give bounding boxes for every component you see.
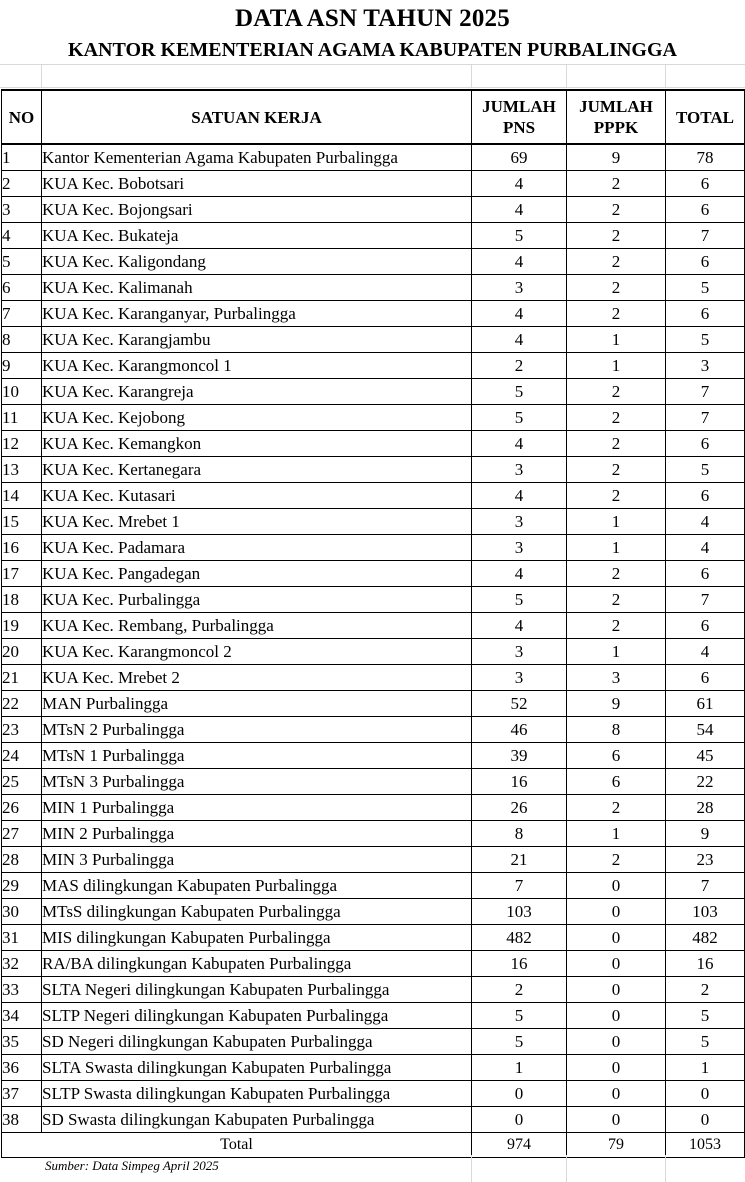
row-pppk-count: 2 (567, 847, 666, 873)
row-pppk-count: 2 (567, 249, 666, 275)
table-row (2, 1003, 745, 1029)
row-number: 38 (2, 1107, 42, 1133)
row-total-count: 6 (666, 613, 745, 639)
row-number: 16 (2, 535, 42, 561)
row-pppk-count: 0 (567, 951, 666, 977)
row-pns-count: 103 (472, 899, 567, 925)
table-row (2, 665, 745, 691)
row-pppk-count: 1 (567, 353, 666, 379)
grid-line (0, 87, 745, 88)
table-row (2, 743, 745, 769)
page-subtitle: KANTOR KEMENTERIAN AGAMA KABUPATEN PURBALINGGA (68, 39, 677, 61)
table-row (2, 249, 745, 275)
row-number: 1 (2, 144, 42, 171)
row-number: 5 (2, 249, 42, 275)
row-pppk-count: 0 (567, 1029, 666, 1055)
table-row (2, 275, 745, 301)
row-unit-name: SLTP Swasta dilingkungan Kabupaten Purbalingga (42, 1081, 472, 1107)
row-pppk-count: 2 (567, 171, 666, 197)
row-unit-name: KUA Kec. Karangmoncol 2 (42, 639, 472, 665)
table-row (2, 587, 745, 613)
row-unit-name: KUA Kec. Mrebet 2 (42, 665, 472, 691)
grid-line (665, 64, 666, 88)
row-pns-count: 0 (472, 1081, 567, 1107)
row-unit-name: RA/BA dilingkungan Kabupaten Purbalingga (42, 951, 472, 977)
table-header-row (2, 90, 745, 144)
table-row (2, 509, 745, 535)
row-pppk-count: 0 (567, 1055, 666, 1081)
row-unit-name: MTsS dilingkungan Kabupaten Purbalingga (42, 899, 472, 925)
row-unit-name: KUA Kec. Pangadegan (42, 561, 472, 587)
row-number: 8 (2, 327, 42, 353)
total-label: Total (2, 1133, 472, 1158)
row-number: 32 (2, 951, 42, 977)
row-pns-count: 3 (472, 275, 567, 301)
row-pppk-count: 2 (567, 587, 666, 613)
row-total-count: 6 (666, 301, 745, 327)
row-unit-name: SLTA Negeri dilingkungan Kabupaten Purbalingga (42, 977, 472, 1003)
table-row (2, 301, 745, 327)
row-pppk-count: 2 (567, 301, 666, 327)
table-row (2, 144, 745, 171)
row-pppk-count: 0 (567, 925, 666, 951)
row-pns-count: 4 (472, 171, 567, 197)
table-row (2, 613, 745, 639)
row-number: 22 (2, 691, 42, 717)
row-unit-name: KUA Kec. Purbalingga (42, 587, 472, 613)
row-number: 34 (2, 1003, 42, 1029)
row-unit-name: MAN Purbalingga (42, 691, 472, 717)
row-total-count: 54 (666, 717, 745, 743)
row-number: 35 (2, 1029, 42, 1055)
row-unit-name: MTsN 1 Purbalingga (42, 743, 472, 769)
row-number: 4 (2, 223, 42, 249)
row-pppk-count: 2 (567, 613, 666, 639)
row-pns-count: 4 (472, 431, 567, 457)
table-row (2, 1055, 745, 1081)
total-all: 1053 (666, 1133, 745, 1158)
table-row (2, 1107, 745, 1133)
column-header-pppk-line2: PPPK (593, 118, 639, 137)
row-pns-count: 3 (472, 535, 567, 561)
row-pppk-count: 0 (567, 1107, 666, 1133)
table-row (2, 171, 745, 197)
row-number: 33 (2, 977, 42, 1003)
total-pppk: 79 (567, 1133, 666, 1158)
row-total-count: 103 (666, 899, 745, 925)
row-pns-count: 16 (472, 951, 567, 977)
row-pppk-count: 2 (567, 275, 666, 301)
row-total-count: 7 (666, 587, 745, 613)
row-number: 37 (2, 1081, 42, 1107)
row-total-count: 4 (666, 639, 745, 665)
row-pns-count: 39 (472, 743, 567, 769)
row-unit-name: MAS dilingkungan Kabupaten Purbalingga (42, 873, 472, 899)
row-unit-name: KUA Kec. Kaligondang (42, 249, 472, 275)
table-row (2, 717, 745, 743)
row-pppk-count: 1 (567, 535, 666, 561)
row-number: 17 (2, 561, 42, 587)
row-pns-count: 5 (472, 1003, 567, 1029)
row-pppk-count: 1 (567, 327, 666, 353)
row-unit-name: KUA Kec. Kejobong (42, 405, 472, 431)
row-pppk-count: 1 (567, 639, 666, 665)
row-pns-count: 69 (472, 144, 567, 171)
row-total-count: 45 (666, 743, 745, 769)
row-unit-name: KUA Kec. Kalimanah (42, 275, 472, 301)
row-total-count: 9 (666, 821, 745, 847)
row-pns-count: 26 (472, 795, 567, 821)
row-pns-count: 3 (472, 665, 567, 691)
column-header-pns-line1: JUMLAH (482, 97, 556, 116)
row-number: 13 (2, 457, 42, 483)
row-pppk-count: 0 (567, 1081, 666, 1107)
table-row (2, 899, 745, 925)
row-unit-name: KUA Kec. Karangjambu (42, 327, 472, 353)
row-unit-name: SLTP Negeri dilingkungan Kabupaten Purbalingga (42, 1003, 472, 1029)
row-number: 12 (2, 431, 42, 457)
row-total-count: 6 (666, 665, 745, 691)
row-pns-count: 4 (472, 301, 567, 327)
row-unit-name: KUA Kec. Bojongsari (42, 197, 472, 223)
row-unit-name: MTsN 2 Purbalingga (42, 717, 472, 743)
row-pns-count: 3 (472, 639, 567, 665)
column-header-pns-line2: PNS (502, 118, 536, 137)
asn-data-table (1, 89, 745, 1158)
row-pns-count: 46 (472, 717, 567, 743)
row-pns-count: 5 (472, 587, 567, 613)
row-pppk-count: 6 (567, 743, 666, 769)
row-pppk-count: 1 (567, 509, 666, 535)
row-number: 6 (2, 275, 42, 301)
row-total-count: 6 (666, 171, 745, 197)
table-row (2, 405, 745, 431)
row-total-count: 6 (666, 249, 745, 275)
row-unit-name: KUA Kec. Padamara (42, 535, 472, 561)
column-header-unit: SATUAN KERJA (42, 90, 472, 144)
row-total-count: 1 (666, 1055, 745, 1081)
table-row (2, 925, 745, 951)
row-pppk-count: 1 (567, 821, 666, 847)
row-unit-name: KUA Kec. Rembang, Purbalingga (42, 613, 472, 639)
page-title: DATA ASN TAHUN 2025 (235, 5, 510, 32)
row-pppk-count: 6 (567, 769, 666, 795)
total-pns: 974 (472, 1133, 567, 1158)
row-unit-name: MIS dilingkungan Kabupaten Purbalingga (42, 925, 472, 951)
row-number: 14 (2, 483, 42, 509)
table-row (2, 951, 745, 977)
row-pppk-count: 2 (567, 795, 666, 821)
grid-line (0, 64, 745, 65)
row-number: 7 (2, 301, 42, 327)
row-pns-count: 52 (472, 691, 567, 717)
table-row (2, 691, 745, 717)
row-number: 20 (2, 639, 42, 665)
row-unit-name: MIN 1 Purbalingga (42, 795, 472, 821)
table-row (2, 431, 745, 457)
grid-line (471, 1155, 472, 1182)
row-number: 2 (2, 171, 42, 197)
row-pns-count: 4 (472, 249, 567, 275)
table-row (2, 561, 745, 587)
row-pns-count: 8 (472, 821, 567, 847)
source-note: Sumber: Data Simpeg April 2025 (45, 1158, 219, 1173)
row-total-count: 3 (666, 353, 745, 379)
grid-line (665, 1155, 666, 1182)
row-pppk-count: 0 (567, 977, 666, 1003)
row-unit-name: KUA Kec. Karangmoncol 1 (42, 353, 472, 379)
row-pns-count: 4 (472, 483, 567, 509)
row-total-count: 61 (666, 691, 745, 717)
row-unit-name: MIN 2 Purbalingga (42, 821, 472, 847)
row-unit-name: MIN 3 Purbalingga (42, 847, 472, 873)
row-total-count: 0 (666, 1081, 745, 1107)
row-total-count: 2 (666, 977, 745, 1003)
table-row (2, 457, 745, 483)
row-number: 27 (2, 821, 42, 847)
row-pns-count: 3 (472, 509, 567, 535)
column-header-pppk (567, 90, 666, 144)
row-pppk-count: 9 (567, 691, 666, 717)
row-pns-count: 3 (472, 457, 567, 483)
row-pppk-count: 8 (567, 717, 666, 743)
row-unit-name: KUA Kec. Kutasari (42, 483, 472, 509)
row-pppk-count: 2 (567, 379, 666, 405)
row-number: 19 (2, 613, 42, 639)
row-total-count: 5 (666, 327, 745, 353)
row-total-count: 6 (666, 431, 745, 457)
row-unit-name: MTsN 3 Purbalingga (42, 769, 472, 795)
row-pns-count: 2 (472, 977, 567, 1003)
column-header-pppk-line1: JUMLAH (579, 97, 653, 116)
row-pppk-count: 2 (567, 457, 666, 483)
row-pppk-count: 0 (567, 1003, 666, 1029)
row-pppk-count: 3 (567, 665, 666, 691)
table-body (2, 144, 745, 1133)
table-row (2, 795, 745, 821)
row-pns-count: 4 (472, 613, 567, 639)
row-number: 31 (2, 925, 42, 951)
table-row (2, 483, 745, 509)
grid-line (41, 64, 42, 88)
table-row (2, 769, 745, 795)
row-unit-name: KUA Kec. Kertanegara (42, 457, 472, 483)
row-pppk-count: 9 (567, 144, 666, 171)
row-pns-count: 5 (472, 405, 567, 431)
table-row (2, 353, 745, 379)
table-row (2, 1081, 745, 1107)
row-pns-count: 1 (472, 1055, 567, 1081)
row-total-count: 5 (666, 275, 745, 301)
row-total-count: 6 (666, 561, 745, 587)
row-pns-count: 4 (472, 197, 567, 223)
row-total-count: 482 (666, 925, 745, 951)
row-number: 36 (2, 1055, 42, 1081)
table-row (2, 977, 745, 1003)
row-total-count: 78 (666, 144, 745, 171)
row-total-count: 28 (666, 795, 745, 821)
row-total-count: 6 (666, 197, 745, 223)
row-pns-count: 5 (472, 1029, 567, 1055)
row-pns-count: 2 (472, 353, 567, 379)
row-pns-count: 482 (472, 925, 567, 951)
row-pppk-count: 0 (567, 899, 666, 925)
row-number: 21 (2, 665, 42, 691)
row-number: 15 (2, 509, 42, 535)
row-number: 24 (2, 743, 42, 769)
row-total-count: 22 (666, 769, 745, 795)
row-unit-name: KUA Kec. Karangreja (42, 379, 472, 405)
row-pns-count: 4 (472, 561, 567, 587)
row-total-count: 16 (666, 951, 745, 977)
row-unit-name: KUA Kec. Bukateja (42, 223, 472, 249)
row-total-count: 7 (666, 379, 745, 405)
row-pns-count: 4 (472, 327, 567, 353)
row-pppk-count: 0 (567, 873, 666, 899)
row-total-count: 4 (666, 509, 745, 535)
row-unit-name: KUA Kec. Mrebet 1 (42, 509, 472, 535)
grid-line (566, 1155, 567, 1182)
row-number: 30 (2, 899, 42, 925)
table-row (2, 223, 745, 249)
row-unit-name: Kantor Kementerian Agama Kabupaten Purbalingga (42, 144, 472, 171)
table-row (2, 821, 745, 847)
row-total-count: 7 (666, 223, 745, 249)
row-unit-name: SLTA Swasta dilingkungan Kabupaten Purbalingga (42, 1055, 472, 1081)
table-row (2, 327, 745, 353)
row-pns-count: 21 (472, 847, 567, 873)
table-row (2, 1029, 745, 1055)
row-number: 28 (2, 847, 42, 873)
column-header-total: TOTAL (666, 90, 745, 144)
row-total-count: 7 (666, 873, 745, 899)
row-total-count: 7 (666, 405, 745, 431)
row-pppk-count: 2 (567, 431, 666, 457)
table-row (2, 873, 745, 899)
row-pns-count: 16 (472, 769, 567, 795)
row-pppk-count: 2 (567, 197, 666, 223)
row-number: 3 (2, 197, 42, 223)
table-row (2, 379, 745, 405)
row-total-count: 23 (666, 847, 745, 873)
row-unit-name: SD Swasta dilingkungan Kabupaten Purbalingga (42, 1107, 472, 1133)
row-pppk-count: 2 (567, 405, 666, 431)
row-total-count: 4 (666, 535, 745, 561)
row-number: 10 (2, 379, 42, 405)
column-header-no: NO (2, 90, 42, 144)
row-number: 18 (2, 587, 42, 613)
row-total-count: 5 (666, 457, 745, 483)
row-unit-name: SD Negeri dilingkungan Kabupaten Purbalingga (42, 1029, 472, 1055)
row-pns-count: 5 (472, 223, 567, 249)
row-pns-count: 0 (472, 1107, 567, 1133)
table-row (2, 535, 745, 561)
row-pppk-count: 2 (567, 223, 666, 249)
row-pppk-count: 2 (567, 483, 666, 509)
row-total-count: 6 (666, 483, 745, 509)
row-total-count: 5 (666, 1029, 745, 1055)
table-row (2, 639, 745, 665)
row-number: 9 (2, 353, 42, 379)
row-number: 23 (2, 717, 42, 743)
grid-line (471, 64, 472, 88)
row-pns-count: 5 (472, 379, 567, 405)
column-header-pns (472, 90, 567, 144)
row-number: 11 (2, 405, 42, 431)
row-unit-name: KUA Kec. Kemangkon (42, 431, 472, 457)
row-pppk-count: 2 (567, 561, 666, 587)
row-number: 25 (2, 769, 42, 795)
row-unit-name: KUA Kec. Bobotsari (42, 171, 472, 197)
row-total-count: 0 (666, 1107, 745, 1133)
row-pns-count: 7 (472, 873, 567, 899)
row-unit-name: KUA Kec. Karanganyar, Purbalingga (42, 301, 472, 327)
table-total-row (2, 1133, 745, 1158)
row-number: 26 (2, 795, 42, 821)
table-row (2, 197, 745, 223)
table-row (2, 847, 745, 873)
grid-line (566, 64, 567, 88)
row-total-count: 5 (666, 1003, 745, 1029)
row-number: 29 (2, 873, 42, 899)
